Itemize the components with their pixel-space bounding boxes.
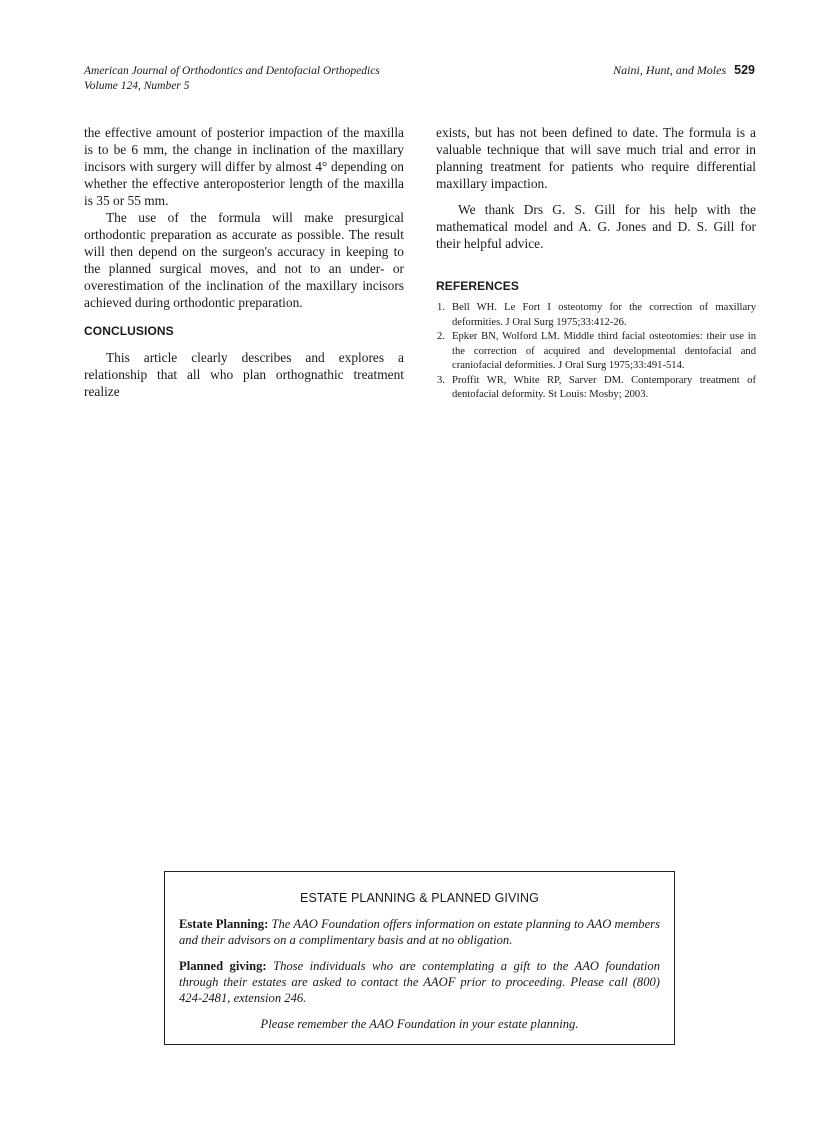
acknowledgment-paragraph: We thank Drs G. S. Gill for his help with the mathematical model and A. G. Jones and D. S. Gill for their helpful advice. (436, 202, 756, 251)
body-paragraph: exists, but has not been defined to date. The formula is a valuable technique that will save much trial and error in planning treatment for patients who require differential maxillary impaction. (436, 125, 756, 191)
journal-title: American Journal of Orthodontics and Dentofacial Orthopedics (84, 65, 380, 77)
reference-number: 2. (437, 331, 445, 342)
estate-planning-paragraph (179, 916, 660, 948)
estate-planning-label: Estate Planning: (179, 917, 269, 931)
estate-planning-notice-box (164, 871, 675, 1045)
planned-giving-label: Planned giving: (179, 959, 267, 973)
section-heading-references: REFERENCES (436, 279, 520, 293)
body-paragraph: The use of the formula will make presurgical orthodontic preparation as accurate as possible. The result will then depend on the surgeon's accuracy in keeping to the planned surgical moves, and not to an under- or overestimation of the inclination of the maxillary incisors achieved during orthodontic preparation. (84, 210, 404, 310)
body-paragraph: the effective amount of posterior impaction of the maxilla is to be 6 mm, the change in inclination of the maxillary incisors with surgery will differ by almost 4° depending on whether the effective anteroposterior length of the maxilla is 35 or 55 mm. (84, 125, 404, 208)
reference-text: Proffit WR, White RP, Sarver DM. Contemporary treatment of dentofacial deformity. St Louis: Mosby; 2003. (452, 374, 756, 400)
reference-item (436, 374, 756, 403)
running-head-left (84, 64, 380, 94)
reference-text: Bell WH. Le Fort I osteotomy for the correction of maxillary deformities. J Oral Surg 1975;33:412-26. (452, 302, 756, 328)
authors: Naini, Hunt, and Moles (613, 63, 727, 77)
volume-issue: Volume 124, Number 5 (84, 80, 190, 92)
estate-planning-text: The AAO Foundation offers information on estate planning to AAO members and their advisors on a complimentary basis and at no obligation. (179, 917, 660, 947)
right-column (436, 124, 756, 403)
reference-item (436, 330, 756, 374)
page-number: 529 (734, 63, 755, 77)
running-head-right (613, 62, 755, 78)
section-heading-conclusions: CONCLUSIONS (84, 324, 174, 338)
reference-item (436, 301, 756, 330)
planned-giving-text: Those individuals who are contemplating a gift to the AAO foundation through their estates are asked to contact the AAOF prior to proceeding. Please call (800) 424-2481, extension 246. (179, 959, 661, 1005)
left-column (84, 124, 404, 400)
planned-giving-paragraph (179, 958, 660, 1006)
conclusions-paragraph: This article clearly describes and explores a relationship that all who plan orthognathic treatment realize (84, 350, 404, 399)
notice-closing: Please remember the AAO Foundation in your estate planning. (260, 1017, 579, 1031)
reference-list (436, 301, 756, 403)
reference-text: Epker BN, Wolford LM. Middle third facial osteotomies: their use in the correction of acquired and developmental dentofacial and craniofacial deformities. J Oral Surg 1975;33:491-514. (452, 331, 756, 371)
notice-title: ESTATE PLANNING & PLANNED GIVING (300, 891, 539, 905)
reference-number: 1. (437, 302, 445, 313)
reference-number: 3. (437, 374, 445, 386)
